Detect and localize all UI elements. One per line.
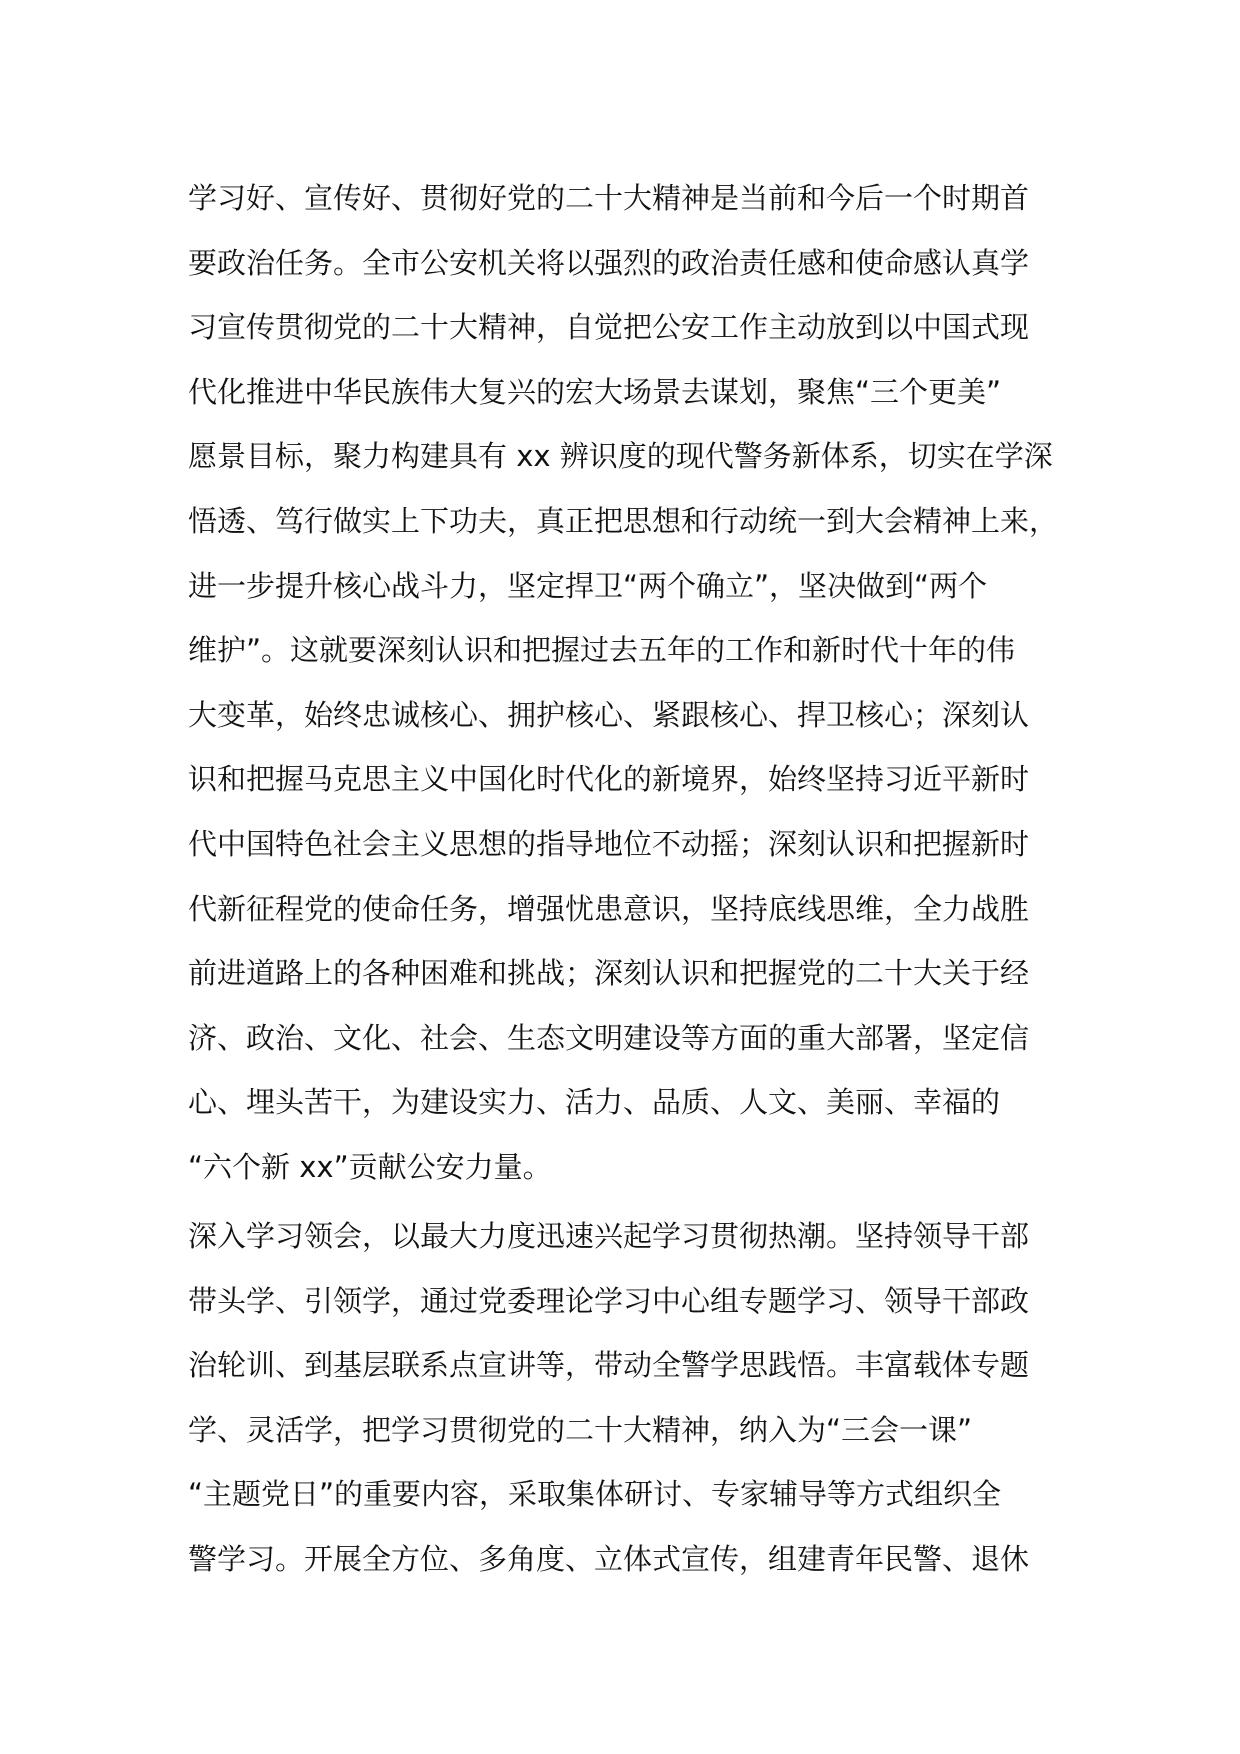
- paragraph-2-line-4: 学、灵活学，把学习贯彻党的二十大精神，纳入为“三会一课”: [188, 1412, 973, 1447]
- paragraph-1-line-5: 愿景目标，聚力构建具有 xx 辨识度的现代警务新体系，切实在学深: [188, 439, 1053, 474]
- paragraph-1-line-1: 学习好、宣传好、贯彻好党的二十大精神是当前和今后一个时期首: [188, 181, 1030, 215]
- paragraph-2-line-5: “主题党日”的重要内容，采取集体研讨、专家辅导等方式组织全: [188, 1477, 1002, 1512]
- paragraph-2-line-1: 深入学习领会，以最大力度迅速兴起学习贯彻热潮。坚持领导干部: [188, 1219, 1030, 1253]
- paragraph-1-line-6: 悟透、笃行做实上下功夫，真正把思想和行动统一到大会精神上来，: [188, 503, 1059, 538]
- paragraph-1-line-3: 习宣传贯彻党的二十大精神，自觉把公安工作主动放到以中国式现: [188, 310, 1030, 345]
- paragraph-2-line-6: 警学习。开展全方位、多角度、立体式宣传，组建青年民警、退休: [188, 1541, 1030, 1576]
- paragraph-1-line-7: 进一步提升核心战斗力，坚定捍卫“两个确立”，坚决做到“两个: [188, 568, 988, 603]
- paragraph-1-line-2: 要政治任务。全市公安机关将以强烈的政治责任感和使命感认真学: [188, 245, 1030, 280]
- paragraph-1-line-14: 济、政治、文化、社会、生态文明建设等方面的重大部署，坚定信: [188, 1020, 1030, 1055]
- paragraph-1: [188, 166, 1068, 1200]
- paragraph-1-line-12: 代新征程党的使命任务，增强忧患意识，坚持底线思维，全力战胜: [188, 891, 1030, 926]
- paragraph-1-line-10: 识和把握马克思主义中国化时代化的新境界，始终坚持习近平新时: [188, 762, 1030, 797]
- paragraph-1-line-8: 维护”。这就要深刻认识和把握过去五年的工作和新时代十年的伟: [188, 633, 1016, 668]
- paragraph-1-line-11: 代中国特色社会主义思想的指导地位不动摇；深刻认识和把握新时: [188, 826, 1030, 861]
- paragraph-2-line-2: 带头学、引领学，通过党委理论学习中心组专题学习、领导干部政: [188, 1283, 1030, 1318]
- paragraph-1-line-15: 心、埋头苦干，为建设实力、活力、品质、人文、美丽、幸福的: [188, 1085, 1001, 1120]
- paragraph-2-line-3: 治轮训、到基层联系点宣讲等，带动全警学思践悟。丰富载体专题: [188, 1348, 1030, 1383]
- paragraph-1-line-4: 代化推进中华民族伟大复兴的宏大场景去谋划，聚焦“三个更美”: [188, 374, 1002, 409]
- paragraph-1-line-16: “六个新 xx”贡献公安力量。: [188, 1149, 552, 1184]
- paragraph-1-line-9: 大变革，始终忠诚核心、拥护核心、紧跟核心、捍卫核心；深刻认: [188, 697, 1030, 732]
- paragraph-1-line-13: 前进道路上的各种困难和挑战；深刻认识和把握党的二十大关于经: [188, 956, 1030, 991]
- paragraph-2: [188, 1204, 1068, 1592]
